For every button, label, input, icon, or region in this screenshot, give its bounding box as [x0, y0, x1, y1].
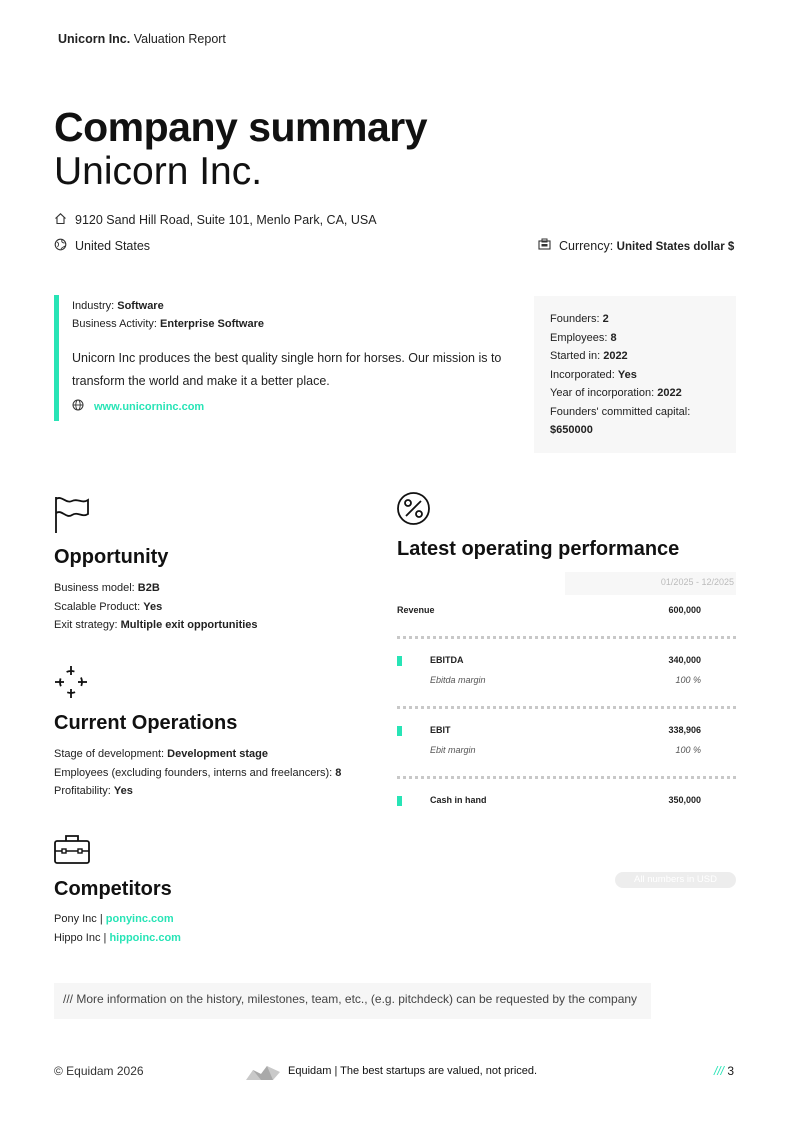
competitors-list — [54, 910, 181, 947]
employees-value: 8 — [610, 331, 617, 344]
ebit-label: EBIT — [430, 725, 451, 735]
revenue-value: 600,000 — [668, 605, 701, 615]
website-link[interactable]: www.unicorninc.com — [94, 400, 205, 413]
web-icon — [72, 399, 84, 414]
capital-value: $650000 — [550, 424, 593, 436]
divider — [397, 776, 736, 779]
ebitda-row — [397, 655, 701, 669]
revenue-label: Revenue — [397, 605, 435, 615]
ebit-margin-label: Ebit margin — [430, 745, 476, 755]
opportunity-title: Opportunity — [54, 546, 169, 568]
item-label: Exit strategy: — [54, 619, 118, 631]
page-number — [714, 1064, 734, 1078]
page-title: Company summary — [54, 104, 428, 150]
item-value: Yes — [113, 785, 133, 797]
list-item — [54, 929, 181, 948]
ebit-margin-row — [397, 745, 701, 759]
employees-label: Employees: — [550, 331, 608, 344]
currency-note-badge: All numbers in USD — [615, 872, 736, 888]
info-bar: /// More information on the history, milestones, team, etc., (e.g. pitchdeck) can be requested by the company — [54, 983, 651, 1019]
equidam-logo — [245, 1062, 281, 1087]
company-name: Unicorn Inc. — [54, 150, 263, 193]
operations-title: Current Operations — [54, 712, 238, 734]
competitor-link[interactable]: ponyinc.com — [105, 913, 174, 925]
ebit-row — [397, 725, 701, 739]
website-row — [72, 399, 512, 414]
competitor-link[interactable]: hippoinc.com — [109, 931, 181, 944]
incorporated-label: Incorporated: — [550, 368, 615, 381]
address-row — [54, 212, 377, 228]
started-value: 2022 — [603, 350, 628, 362]
ebit-margin-value: 100 % — [675, 745, 701, 755]
cash-row — [397, 795, 701, 809]
item-label: Employees (excluding founders, interns and freelancers): — [54, 766, 333, 779]
target-icon — [54, 665, 88, 704]
briefcase-icon — [54, 834, 90, 869]
operations-list — [54, 745, 341, 801]
item-value: Development stage — [167, 748, 269, 760]
divider — [397, 706, 736, 709]
footer-copyright: © Equidam 2026 — [54, 1064, 144, 1078]
list-item — [54, 616, 258, 635]
founders-value: 2 — [602, 313, 609, 325]
opportunity-list — [54, 579, 258, 635]
company-description-block — [72, 297, 512, 414]
year-incorporation-label: Year of incorporation: — [550, 387, 655, 399]
item-value: B2B — [137, 582, 160, 594]
ebitda-margin-row — [397, 675, 701, 689]
cash-marker — [397, 796, 402, 806]
capital-label: Founders' committed capital: — [550, 405, 691, 418]
item-label: Stage of development: — [54, 748, 165, 760]
accent-bar — [54, 295, 59, 421]
header-company: Unicorn Inc. — [58, 32, 131, 46]
year-incorporation-value: 2022 — [657, 387, 682, 399]
industry-label: Industry: — [72, 300, 115, 312]
cash-register-icon — [538, 238, 551, 253]
list-item — [54, 782, 341, 801]
country-row — [54, 238, 150, 254]
divider — [397, 636, 736, 639]
page-number-value: 3 — [727, 1064, 735, 1078]
ebitda-value: 340,000 — [668, 655, 701, 665]
header-report: Valuation Report — [133, 32, 226, 46]
currency-row — [538, 238, 734, 253]
revenue-row — [397, 605, 701, 619]
ebit-marker — [397, 726, 402, 736]
address-text: 9120 Sand Hill Road, Suite 101, Menlo Park, CA, USA — [75, 213, 377, 227]
item-value: 8 — [335, 766, 342, 779]
percent-icon — [397, 492, 430, 530]
ebitda-marker — [397, 656, 402, 666]
competitor-name: Hippo Inc | — [54, 931, 107, 944]
flag-icon — [54, 496, 90, 539]
performance-title: Latest operating performance — [397, 538, 680, 560]
business-activity-value: Enterprise Software — [160, 318, 264, 330]
period-label: 01/2025 - 12/2025 — [565, 572, 736, 595]
business-activity-label: Business Activity: — [72, 318, 157, 330]
globe-icon — [54, 238, 67, 254]
item-label: Business model: — [54, 582, 135, 594]
ebitda-margin-value: 100 % — [675, 675, 701, 685]
currency-label: Currency: — [559, 238, 614, 253]
footer-tagline: Equidam | The best startups are valued, not priced. — [288, 1065, 538, 1077]
item-label: Scalable Product: — [54, 600, 141, 613]
home-icon — [54, 212, 67, 228]
page-prefix: /// — [714, 1064, 725, 1078]
incorporated-value: Yes — [617, 368, 637, 381]
ebitda-margin-label: Ebitda margin — [430, 675, 486, 685]
item-value: Yes — [143, 600, 163, 613]
company-facts-box — [534, 296, 736, 453]
ebit-value: 338,906 — [668, 725, 701, 735]
list-item — [54, 579, 258, 598]
cash-value: 350,000 — [668, 795, 701, 805]
competitor-name: Pony Inc | — [54, 913, 103, 925]
item-value: Multiple exit opportunities — [120, 619, 258, 631]
company-description: Unicorn Inc produces the best quality single horn for horses. Our mission is to transform the world and make it a better place. — [72, 351, 502, 388]
competitors-title: Competitors — [54, 878, 172, 900]
founders-label: Founders: — [550, 313, 600, 325]
list-item — [54, 745, 341, 764]
report-header — [58, 32, 226, 46]
country-text: United States — [75, 239, 151, 253]
list-item — [54, 764, 341, 783]
item-label: Profitability: — [54, 785, 111, 797]
ebitda-label: EBITDA — [430, 655, 464, 665]
industry-value: Software — [117, 300, 164, 312]
cash-label: Cash in hand — [430, 795, 487, 805]
currency-value: United States dollar $ — [616, 240, 735, 253]
list-item — [54, 598, 258, 617]
list-item — [54, 910, 181, 929]
started-label: Started in: — [550, 350, 601, 362]
